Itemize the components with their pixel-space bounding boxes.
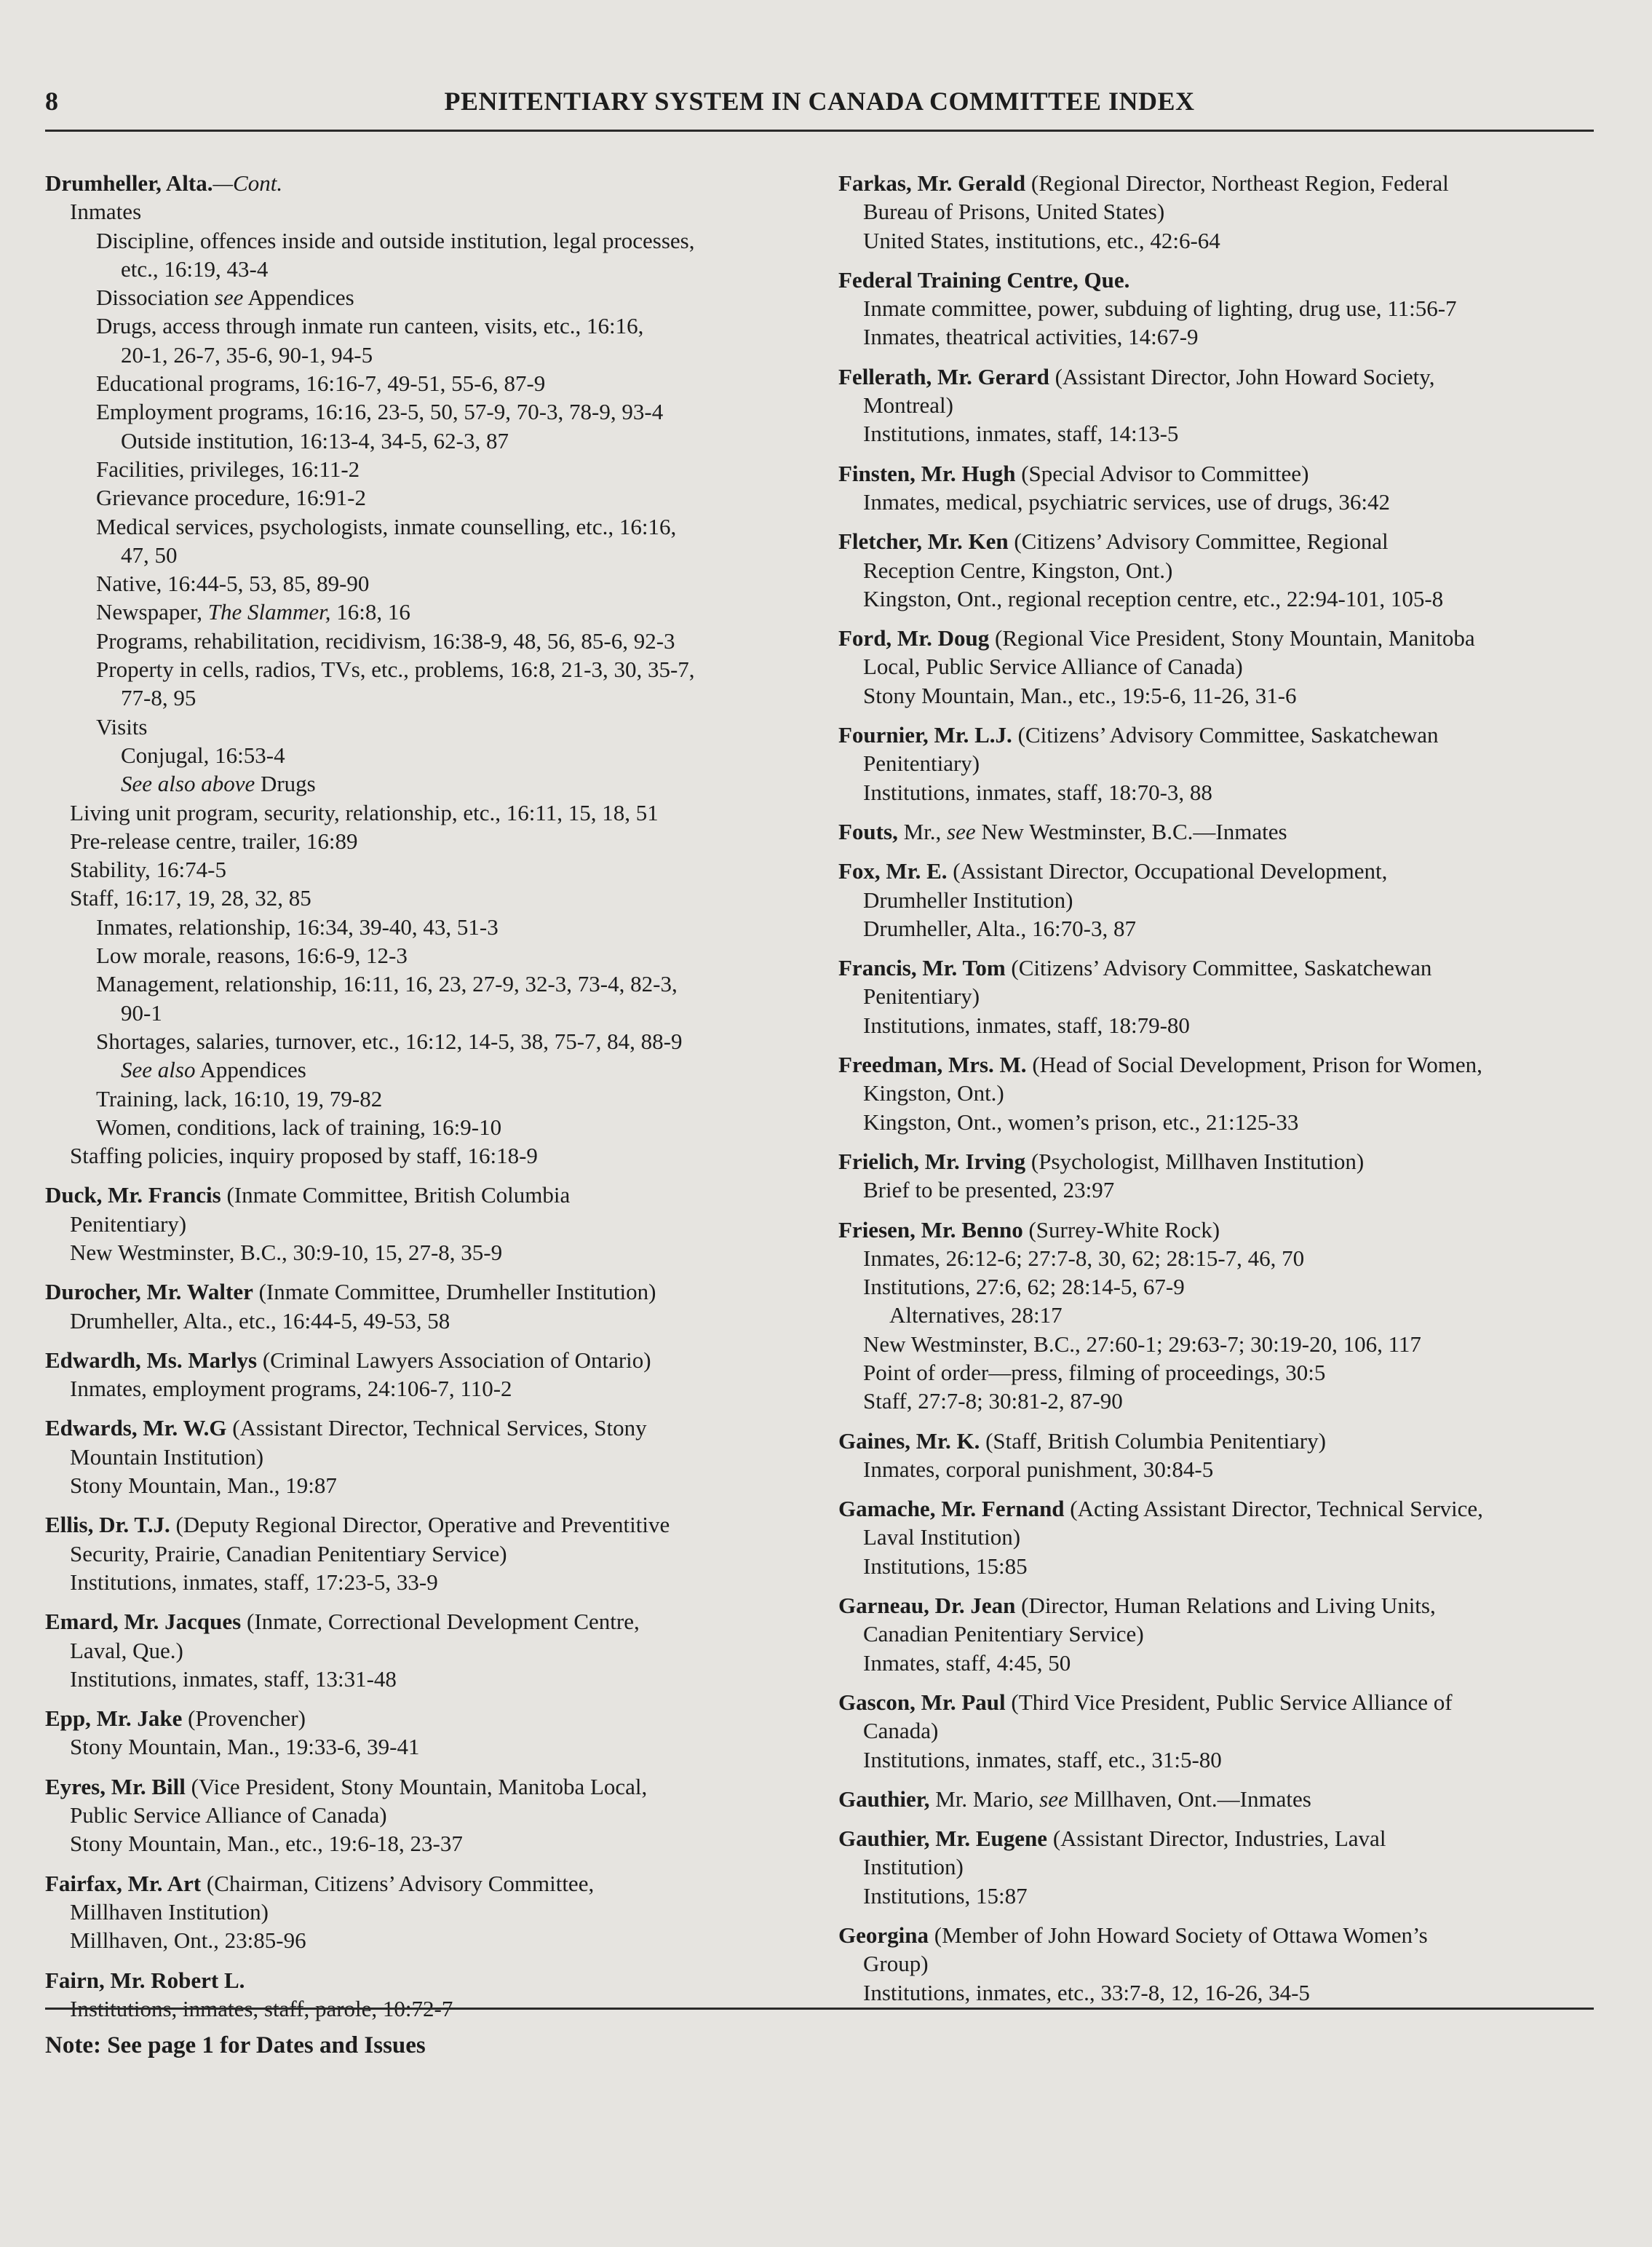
entry-description: (Citizens’ Advisory Committee, Saskatchewan (1011, 955, 1432, 981)
entry-heading: Freedman, Mrs. M. (838, 1052, 1027, 1078)
subentry: Discipline, offences inside and outside institution, legal processes, (96, 227, 695, 253)
see-also-reference: See also above (121, 771, 255, 797)
subentry: Drumheller, Alta., etc., 16:44-5, 49-53, 58 (70, 1307, 450, 1333)
subentry: Conjugal, 16:53-4 (121, 742, 285, 768)
subentry: Alternatives, 28:17 (889, 1302, 1063, 1328)
entry-description: (Assistant Director, John Howard Society, (1055, 363, 1435, 389)
entry-description: Drumheller Institution) (863, 887, 1073, 913)
entry-heading: Friesen, Mr. Benno (838, 1216, 1023, 1243)
entry-description: Canada) (863, 1718, 939, 1744)
entry-description: Institution) (863, 1854, 964, 1880)
entry-description: (Inmate Committee, British Columbia (226, 1182, 571, 1208)
index-entry (838, 1591, 1594, 1677)
entry-heading: Fox, Mr. E. (838, 858, 948, 884)
left-column (45, 169, 817, 2034)
entry-description: (Member of John Howard Society of Ottawa Women’s (934, 1922, 1428, 1949)
entry-description: (Chairman, Citizens’ Advisory Committee, (206, 1870, 595, 1896)
index-entry (45, 1510, 817, 1596)
subentry: Medical services, psychologists, inmate counselling, etc., 16:16, (96, 513, 677, 539)
entry-description: (Staff, British Columbia Penitentiary) (985, 1427, 1326, 1454)
index-entry: Fouts, Mr., see New Westminster, B.C.—Inmates (838, 818, 1287, 844)
subentry: Stony Mountain, Man., etc., 19:5-6, 11-26, 31-6 (863, 682, 1297, 708)
subentry: Visits (96, 713, 148, 740)
subentry: Management, relationship, 16:11, 16, 23, 27-9, 32-3, 73-4, 82-3, (96, 971, 678, 997)
subentry: Inmates, theatrical activities, 14:67-9 (863, 324, 1199, 350)
subentry-continuation: 47, 50 (121, 542, 178, 568)
entry-heading: Edwards, Mr. W.G (45, 1415, 227, 1441)
subentry: Institutions, inmates, staff, 17:23-5, 33-9 (70, 1569, 438, 1595)
entry-heading: Fournier, Mr. L.J. (838, 722, 1012, 748)
entry-heading: Garneau, Dr. Jean (838, 1593, 1016, 1619)
entry-heading: Ellis, Dr. T.J. (45, 1512, 170, 1538)
subentry: Dissociation see Appendices (96, 285, 354, 311)
entry-description: (Special Advisor to Committee) (1021, 460, 1309, 486)
subentry: Kingston, Ont., women’s prison, etc., 21:125-33 (863, 1109, 1299, 1135)
entry-description: (Acting Assistant Director, Technical Service, (1070, 1496, 1483, 1522)
index-entry (838, 721, 1594, 807)
footer-note: Note: See page 1 for Dates and Issues (45, 2032, 426, 2058)
index-entry (838, 1050, 1594, 1136)
subentry: Institutions, 15:87 (863, 1882, 1028, 1909)
index-entry (45, 1772, 817, 1858)
index-entry (45, 1346, 817, 1403)
entry-description: Group) (863, 1951, 929, 1977)
subentry: Inmates (70, 199, 142, 225)
subentry: Inmates, staff, 4:45, 50 (863, 1649, 1071, 1676)
subentry: New Westminster, B.C., 30:9-10, 15, 27-8, 35-9 (70, 1239, 503, 1265)
subentry: Employment programs, 16:16, 23-5, 50, 57-9, 70-3, 78-9, 93-4 (96, 399, 664, 425)
subentry: Institutions, inmates, staff, etc., 31:5-80 (863, 1746, 1222, 1772)
entry-description: (Surrey-White Rock) (1028, 1216, 1220, 1243)
entry-heading: Emard, Mr. Jacques (45, 1609, 242, 1635)
entry-heading: Epp, Mr. Jake (45, 1705, 183, 1732)
subentry: Facilities, privileges, 16:11-2 (96, 456, 360, 482)
index-entry (838, 1427, 1594, 1484)
entry-heading: Eyres, Mr. Bill (45, 1773, 186, 1799)
index-entry (838, 362, 1594, 448)
entry-description: (Assistant Director, Industries, Laval (1052, 1826, 1386, 1852)
cross-reference: New Westminster, B.C.—Inmates (981, 818, 1287, 844)
entry-description: Millhaven Institution) (70, 1898, 269, 1925)
entry-heading: Durocher, Mr. Walter (45, 1279, 253, 1305)
index-entry-drumheller (45, 169, 817, 1170)
entry-description: Local, Public Service Alliance of Canada) (863, 654, 1243, 680)
see-reference: see (214, 285, 244, 311)
index-entry (45, 1181, 817, 1267)
cross-reference: Millhaven, Ont.—Inmates (1073, 1786, 1311, 1812)
index-entry (45, 1704, 817, 1761)
entry-heading: Fairfax, Mr. Art (45, 1870, 202, 1896)
page-title: PENITENTIARY SYSTEM IN CANADA COMMITTEE INDEX (444, 87, 1195, 116)
entry-description: (Deputy Regional Director, Operative and Preventitive (175, 1512, 670, 1538)
subentry: Inmate committee, power, subduing of lighting, drug use, 11:56-7 (863, 296, 1457, 322)
subentry: Institutions, inmates, staff, 18:70-3, 88 (863, 779, 1212, 805)
publication-title: The Slammer, (207, 599, 331, 625)
subentry-continuation: 77-8, 95 (121, 685, 196, 711)
entry-description: (Vice President, Stony Mountain, Manitoba Local, (191, 1773, 648, 1799)
entry-description: (Inmate Committee, Drumheller Institution) (258, 1279, 656, 1305)
entry-heading: Gauthier, Mr. Eugene (838, 1826, 1048, 1852)
subentry: Inmates, employment programs, 24:106-7, 110-2 (70, 1376, 512, 1402)
entry-description: (Citizens’ Advisory Committee, Saskatchewan (1017, 722, 1439, 748)
subentry: New Westminster, B.C., 27:60-1; 29:63-7; 30:19-20, 106, 117 (863, 1331, 1421, 1357)
index-entry (45, 1966, 817, 2024)
index-entry (838, 624, 1594, 710)
entry-description: Penitentiary) (70, 1210, 187, 1237)
subentry: Low morale, reasons, 16:6-9, 12-3 (96, 943, 408, 969)
entry-heading: Farkas, Mr. Gerald (838, 170, 1026, 196)
subentry: See also above Drugs (121, 771, 316, 797)
subentry: Institutions, 27:6, 62; 28:14-5, 67-9 (863, 1274, 1185, 1300)
index-entry (45, 1277, 817, 1335)
subentry: Institutions, inmates, staff, 18:79-80 (863, 1012, 1190, 1038)
entry-description: Kingston, Ont.) (863, 1080, 1004, 1106)
subentry-continuation: 20-1, 26-7, 35-6, 90-1, 94-5 (121, 341, 373, 368)
index-entry (838, 169, 1594, 255)
continued-label: —Cont. (213, 170, 283, 196)
subentry: Outside institution, 16:13-4, 34-5, 62-3, 87 (121, 427, 509, 453)
entry-heading: Georgina (838, 1922, 929, 1949)
subentry: Programs, rehabilitation, recidivism, 16:38-9, 48, 56, 85-6, 92-3 (96, 627, 675, 654)
subentry: Point of order—press, filming of proceedings, 30:5 (863, 1359, 1326, 1385)
subentry: Institutions, inmates, staff, 14:13-5 (863, 421, 1179, 447)
entry-heading: Fairn, Mr. Robert L. (45, 1967, 245, 1993)
subentry: Drugs, access through inmate run canteen, visits, etc., 16:16, (96, 313, 644, 339)
index-entry (838, 1688, 1594, 1774)
entry-description: (Director, Human Relations and Living Units, (1021, 1593, 1436, 1619)
subentry: Institutions, inmates, etc., 33:7-8, 12, 16-26, 34-5 (863, 1979, 1310, 2005)
right-column (838, 169, 1594, 2018)
entry-heading: Fellerath, Mr. Gerard (838, 363, 1049, 389)
entry-description: Bureau of Prisons, United States) (863, 199, 1165, 225)
entry-heading: Gauthier, (838, 1786, 930, 1812)
subentry: Staffing policies, inquiry proposed by staff, 16:18-9 (70, 1143, 538, 1169)
index-entry (45, 1869, 817, 1955)
subentry: Staff, 27:7-8; 30:81-2, 87-90 (863, 1388, 1123, 1414)
subentry: See also Appendices (121, 1057, 306, 1083)
subentry: Stony Mountain, Man., etc., 19:6-18, 23-37 (70, 1831, 463, 1857)
entry-description: (Assistant Director, Technical Services, Stony (232, 1415, 647, 1441)
page-number: 8 (45, 87, 58, 116)
see-also-reference: See also (121, 1057, 196, 1083)
entry-description: Reception Centre, Kingston, Ont.) (863, 557, 1173, 583)
entry-description: (Inmate, Correctional Development Centre, (247, 1609, 640, 1635)
entry-description: (Psychologist, Millhaven Institution) (1030, 1148, 1365, 1174)
subentry: Stony Mountain, Man., 19:33-6, 39-41 (70, 1734, 420, 1760)
subentry: Institutions, inmates, staff, 13:31-48 (70, 1665, 397, 1692)
subentry: Property in cells, radios, TVs, etc., problems, 16:8, 21-3, 30, 35-7, (96, 657, 695, 683)
subentry: Stability, 16:74-5 (70, 857, 226, 883)
entry-description: (Provencher) (188, 1705, 306, 1732)
index-entry: Gauthier, Mr. Mario, see Millhaven, Ont.—Inmates (838, 1786, 1311, 1812)
subentry: Institutions, 15:85 (863, 1553, 1028, 1579)
subentry: Kingston, Ont., regional reception centre, etc., 22:94-101, 105-8 (863, 585, 1444, 611)
index-entry (838, 266, 1594, 352)
running-header (45, 86, 1594, 132)
entry-description: (Assistant Director, Occupational Development, (953, 858, 1388, 884)
entry-description: (Head of Social Development, Prison for Women, (1032, 1052, 1482, 1078)
see-reference: see (947, 818, 976, 844)
entry-description: Penitentiary) (863, 983, 980, 1010)
subentry: Institutions, inmates, staff, parole, 10:72-7 (70, 1995, 453, 2021)
entry-heading: Edwardh, Ms. Marlys (45, 1347, 258, 1373)
entry-description: Laval Institution) (863, 1524, 1021, 1550)
subentry: Educational programs, 16:16-7, 49-51, 55-6, 87-9 (96, 370, 546, 397)
subentry: Pre-release centre, trailer, 16:89 (70, 828, 358, 854)
subentry: Brief to be presented, 23:97 (863, 1177, 1115, 1203)
entry-description: (Criminal Lawyers Association of Ontario) (262, 1347, 651, 1373)
entry-heading: Federal Training Centre, Que. (838, 266, 1130, 293)
entry-heading: Gascon, Mr. Paul (838, 1689, 1006, 1715)
subentry: Inmates, relationship, 16:34, 39-40, 43, 51-3 (96, 914, 499, 940)
entry-description: (Regional Director, Northeast Region, Federal (1030, 170, 1449, 196)
entry-description: (Citizens’ Advisory Committee, Regional (1014, 528, 1389, 555)
subentry: Living unit program, security, relationship, etc., 16:11, 15, 18, 51 (70, 799, 659, 825)
index-entry (838, 1216, 1594, 1416)
subentry: Shortages, salaries, turnover, etc., 16:12, 14-5, 38, 75-7, 84, 88-9 (96, 1028, 683, 1054)
index-entry (838, 459, 1594, 517)
subentry-continuation: 90-1 (121, 999, 162, 1026)
entry-heading: Finsten, Mr. Hugh (838, 460, 1016, 486)
index-entry (838, 1494, 1594, 1580)
subentry: Newspaper, The Slammer, 16:8, 16 (96, 599, 410, 625)
entry-description: Public Service Alliance of Canada) (70, 1802, 387, 1828)
footer-divider (45, 2008, 1594, 2010)
index-entry (838, 954, 1594, 1039)
subentry: Native, 16:44-5, 53, 85, 89-90 (96, 571, 370, 597)
entry-description: (Third Vice President, Public Service Alliance of (1011, 1689, 1453, 1715)
entry-description: Security, Prairie, Canadian Penitentiary Service) (70, 1540, 507, 1566)
entry-description: Laval, Que.) (70, 1637, 183, 1663)
subentry: Staff, 16:17, 19, 28, 32, 85 (70, 885, 311, 911)
index-entry (45, 1607, 817, 1693)
subentry: Training, lack, 16:10, 19, 79-82 (96, 1085, 383, 1111)
entry-heading: Francis, Mr. Tom (838, 955, 1006, 981)
entry-heading: Fouts, (838, 818, 898, 844)
subentry-continuation: etc., 16:19, 43-4 (121, 255, 269, 282)
subentry: Stony Mountain, Man., 19:87 (70, 1473, 337, 1499)
subentry: Millhaven, Ont., 23:85-96 (70, 1927, 306, 1954)
subentry: Women, conditions, lack of training, 16:9-10 (96, 1114, 502, 1140)
subentry: Inmates, medical, psychiatric services, use of drugs, 36:42 (863, 488, 1390, 515)
entry-heading: Duck, Mr. Francis (45, 1182, 221, 1208)
index-entry (838, 527, 1594, 613)
subentry: United States, institutions, etc., 42:6-64 (863, 227, 1220, 253)
see-reference: see (1039, 1786, 1068, 1812)
entry-heading: Ford, Mr. Doug (838, 625, 990, 651)
entry-description: Mountain Institution) (70, 1443, 264, 1470)
index-entry (838, 1824, 1594, 1910)
entry-heading: Frielich, Mr. Irving (838, 1148, 1026, 1174)
index-entry (838, 1147, 1594, 1205)
index-entry (45, 1414, 817, 1499)
index-entry (838, 857, 1594, 943)
entry-heading: Gaines, Mr. K. (838, 1427, 980, 1454)
entry-heading: Drumheller, Alta. (45, 170, 213, 196)
entry-description: Canadian Penitentiary Service) (863, 1621, 1144, 1647)
subentry: Grievance procedure, 16:91-2 (96, 485, 366, 511)
subentry: Drumheller, Alta., 16:70-3, 87 (863, 915, 1136, 941)
index-entry (838, 1921, 1594, 2007)
subentry: Inmates, 26:12-6; 27:7-8, 30, 62; 28:15-7, 46, 70 (863, 1245, 1305, 1271)
subentry: Inmates, corporal punishment, 30:84-5 (863, 1456, 1214, 1482)
entry-description: Penitentiary) (863, 750, 980, 777)
entry-description: (Regional Vice President, Stony Mountain, Manitoba (995, 625, 1475, 651)
entry-heading: Fletcher, Mr. Ken (838, 528, 1009, 555)
entry-heading: Gamache, Mr. Fernand (838, 1496, 1065, 1522)
entry-description: Montreal) (863, 392, 953, 419)
